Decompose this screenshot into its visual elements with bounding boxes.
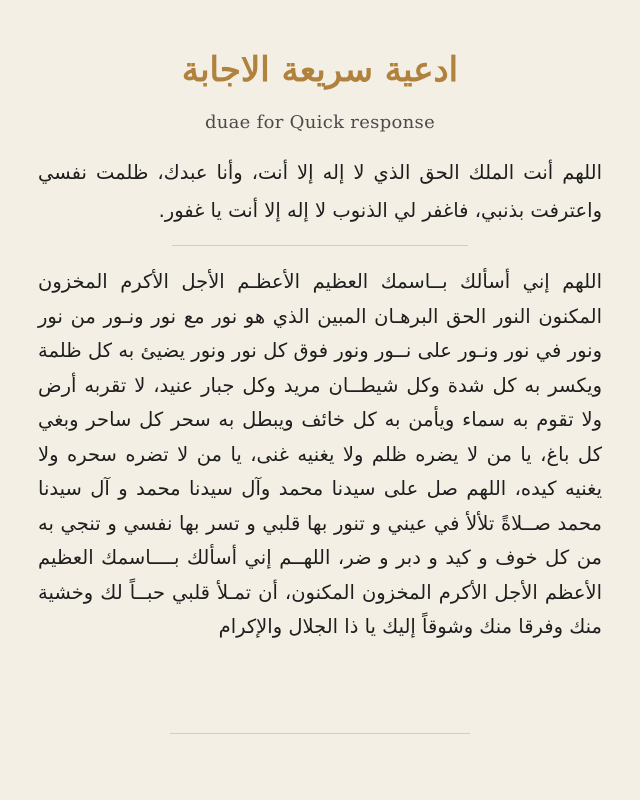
duaa-paragraph-1: اللهم أنت الملك الحق الذي لا إله إلا أنت، وأنا عبدك، ظلمت نفسي واعترفت بذنبي، فاغفر لي الذنوب لا إله إلا أنت يا غفور. [38,161,602,222]
duaa-paragraph-2: اللهم إني أسألك بــاسمك العظيم الأعظـم الأجل الأكرم المخزون المكنون النور الحق البرهـان المبين الذي هو نور مع نور ونـور من نور ونور في نور ونـور على نــور ونور فوق كل نور ونور يضيئ به كل ظلمة ويكسر به كل شدة وكل شيطــان مريد وكل جبار عنيد، لا تقربه أرض ولا تقوم به سماء ويأمن به كل خائف ويبطل به سحر كل ساحر وبغي كل باغ، يا من لا يضره ظلم ولا يغنيه غنى، يا من لا تضره سحره ولا يغنيه كيده، اللهم صل على سيدنا محمد وآل سيدنا محمد و آل سيدنا محمد صــلاةً تلألأ في عيني و تنور بها قلبي و تسر بها نفسي و تنجي به من كل خوف و كيد و دبر و ضر، اللهــم إني أسألك بــــاسمك العظيم الأعظم الأجل الأكرم المخزون المكنون، أن تمـلأ قلبي حبــاً لك وخشية منك وفرقا منك وشوقاً إليك يا ذا الجلال والإكرام [38,270,602,638]
page-subtitle: duae for Quick response [204,112,436,133]
section-divider [172,245,468,246]
bottom-divider [170,733,470,734]
page-title: ادعية سريعة الاجابة [181,50,459,90]
